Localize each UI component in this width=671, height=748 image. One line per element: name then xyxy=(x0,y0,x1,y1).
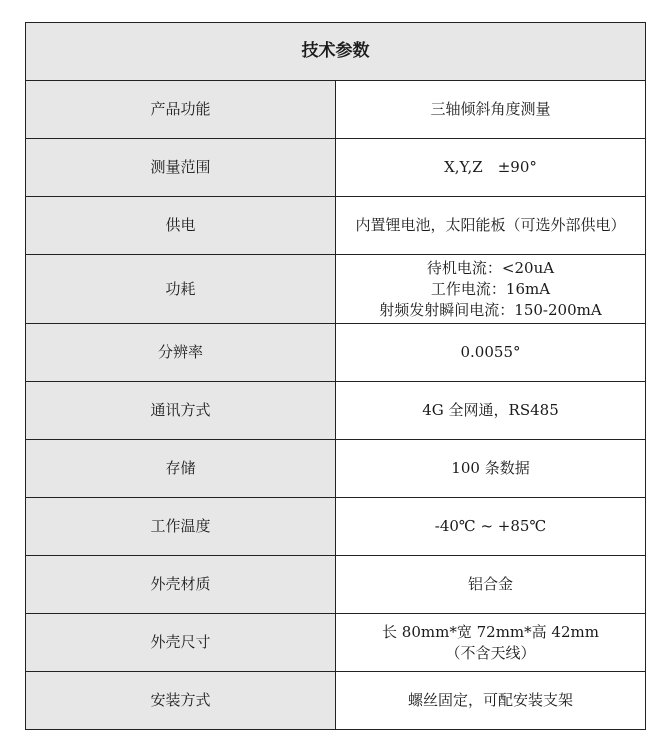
value-line: 4G 全网通，RS485 xyxy=(422,401,559,419)
value-line: 射频发射瞬间电流：150-200mA xyxy=(379,300,602,319)
table-row xyxy=(26,672,646,730)
row-label: 存储 xyxy=(26,440,336,498)
value-line: 100 条数据 xyxy=(451,459,530,477)
row-label: 功耗 xyxy=(26,255,336,324)
table-row xyxy=(26,440,646,498)
table-title: 技术参数 xyxy=(26,23,646,81)
value-line: 待机电流：<20uA xyxy=(426,258,555,277)
table-row xyxy=(26,382,646,440)
value-line: 0.0055° xyxy=(460,343,521,361)
row-value xyxy=(336,255,646,324)
value-line: 铝合金 xyxy=(467,575,513,593)
row-label: 外壳材质 xyxy=(26,556,336,614)
row-value xyxy=(336,139,646,197)
title-row xyxy=(26,23,646,81)
row-label: 产品功能 xyxy=(26,81,336,139)
table-row xyxy=(26,324,646,382)
row-label: 测量范围 xyxy=(26,139,336,197)
value-line: X,Y,Z ±90° xyxy=(444,158,537,176)
row-label: 分辨率 xyxy=(26,324,336,382)
row-value xyxy=(336,614,646,672)
value-line: 工作电流：16mA xyxy=(430,279,551,298)
value-line: 螺丝固定，可配安装支架 xyxy=(407,691,573,709)
row-label: 工作温度 xyxy=(26,498,336,556)
row-label: 外壳尺寸 xyxy=(26,614,336,672)
row-label: 安装方式 xyxy=(26,672,336,730)
row-value xyxy=(336,440,646,498)
row-label: 供电 xyxy=(26,197,336,255)
table-row xyxy=(26,556,646,614)
value-line: （不含天线） xyxy=(445,643,536,662)
value-line: 三轴倾斜角度测量 xyxy=(430,100,551,118)
value-line: 长 80mm*宽 72mm*高 42mm xyxy=(382,622,599,641)
row-value xyxy=(336,382,646,440)
row-value xyxy=(336,498,646,556)
table-row xyxy=(26,255,646,324)
table-row xyxy=(26,498,646,556)
row-value xyxy=(336,81,646,139)
row-value xyxy=(336,324,646,382)
value-line: 内置锂电池，太阳能板（可选外部供电） xyxy=(355,216,626,234)
spec-table xyxy=(25,22,646,730)
table-row xyxy=(26,139,646,197)
row-value xyxy=(336,556,646,614)
table-row xyxy=(26,81,646,139)
value-line: -40℃ ~ +85℃ xyxy=(434,517,547,535)
row-value xyxy=(336,197,646,255)
table-row xyxy=(26,614,646,672)
table-row xyxy=(26,197,646,255)
row-label: 通讯方式 xyxy=(26,382,336,440)
row-value xyxy=(336,672,646,730)
